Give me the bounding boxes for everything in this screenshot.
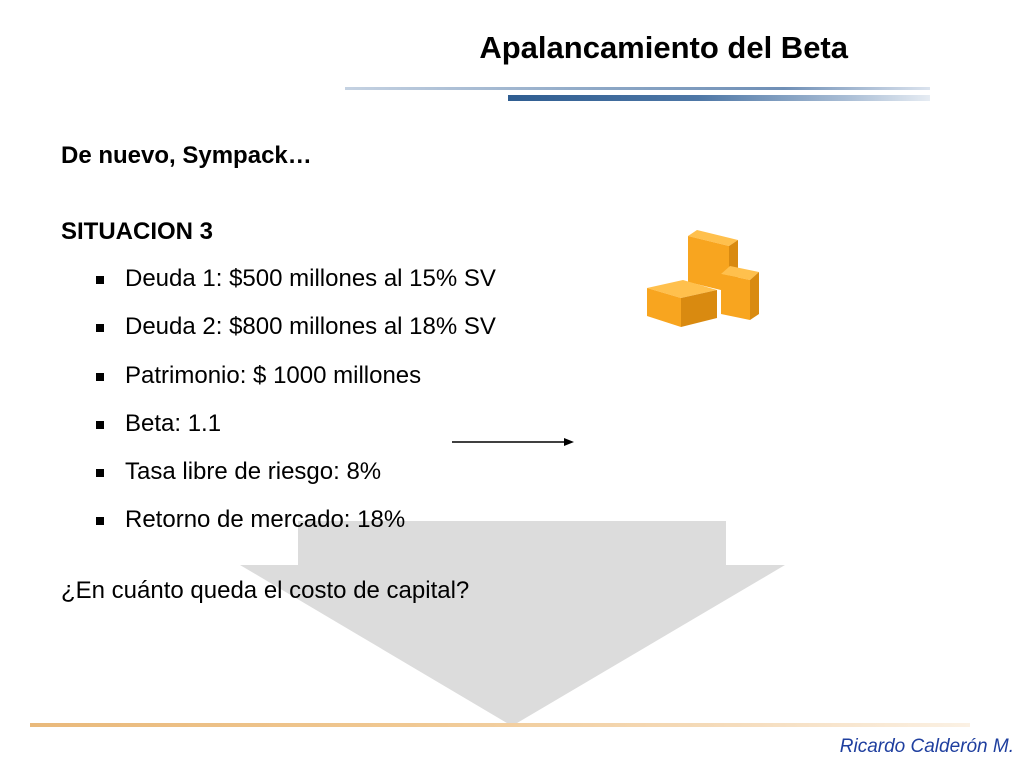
question-text: ¿En cuánto queda el costo de capital? xyxy=(61,577,470,604)
bullet-text: Retorno de mercado: 18% xyxy=(125,506,406,534)
title-rule-thick xyxy=(508,95,930,101)
author-credit: Ricardo Calderón M. xyxy=(839,736,1014,757)
down-arrow-shape xyxy=(240,521,785,726)
bullet-square-icon xyxy=(96,324,104,332)
title-rule-thin xyxy=(345,87,930,90)
arrow-right-icon xyxy=(452,436,574,448)
bullet-square-icon xyxy=(96,517,104,525)
bullet-text: Deuda 1: $500 millones al 15% SV xyxy=(125,265,496,292)
bullet-square-icon xyxy=(96,276,104,284)
slide-subtitle: De nuevo, Sympack… xyxy=(61,142,312,169)
cubes-icon xyxy=(645,228,763,330)
footer-rule xyxy=(30,723,970,727)
bullet-square-icon xyxy=(96,421,104,429)
bullet-square-icon xyxy=(96,469,104,477)
bullet-square-icon xyxy=(96,373,104,381)
slide-title: Apalancamiento del Beta xyxy=(479,30,848,65)
bullet-text: Deuda 2: $800 millones al 18% SV xyxy=(125,313,496,341)
bullet-text: Tasa libre de riesgo: 8% xyxy=(125,458,382,486)
bullet-text: Beta: 1.1 xyxy=(125,409,222,437)
section-heading: SITUACION 3 xyxy=(61,218,214,245)
bullet-text: Patrimonio: $ 1000 millones xyxy=(125,361,422,389)
